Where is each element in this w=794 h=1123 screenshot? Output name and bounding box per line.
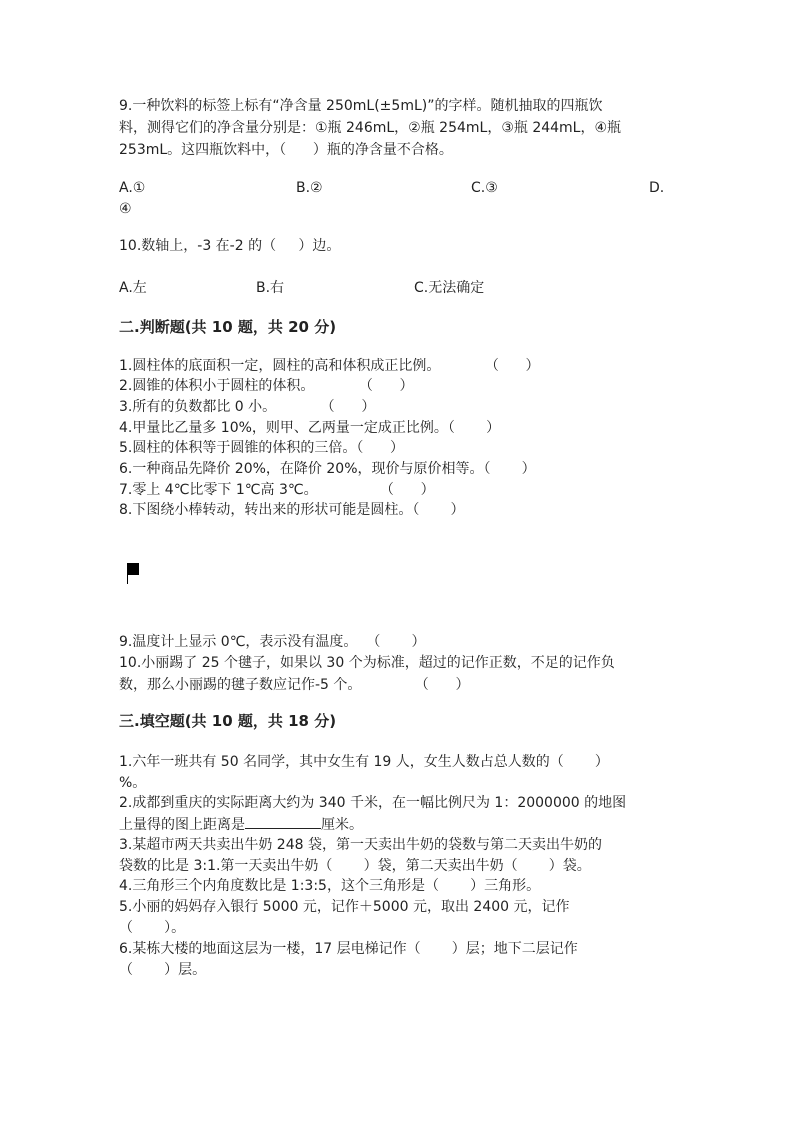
judge-item-3: 3.所有的负数都比 0 小。 （ ） xyxy=(119,399,376,415)
fill-item-6-line-2: （ ）层。 xyxy=(119,962,207,978)
fill-item-5-line-2: （ ）。 xyxy=(119,920,186,936)
section3-heading: 三.填空题(共 10 题，共 18 分) xyxy=(119,712,337,730)
fill-item-2-text: 上量得的图上距离是 xyxy=(119,817,245,833)
judge-item-4: 4.甲量比乙量多 10%，则甲、乙两量一定成正比例。（ ） xyxy=(119,420,501,436)
answer-blank[interactable] xyxy=(245,814,321,829)
fill-item-4: 4.三角形三个内角度数比是 1:3:5，这个三角形是（ ）三角形。 xyxy=(119,878,541,894)
judge-item-8: 8.下图绕小棒转动，转出来的形状可能是圆柱。（ ） xyxy=(119,502,465,518)
fill-item-2-line-2 xyxy=(119,814,363,834)
judge-item-7: 7.零上 4℃比零下 1℃高 3℃。 （ ） xyxy=(119,482,435,498)
q9-option-a: A.① xyxy=(119,180,146,196)
judge-item-1: 1.圆柱体的底面积一定，圆柱的高和体积成正比例。 （ ） xyxy=(119,358,540,374)
q9-option-b: B.② xyxy=(296,180,323,196)
fill-item-3-line-1: 3.某超市两天共卖出牛奶 248 袋，第一天卖出牛奶的袋数与第二天卖出牛奶的 xyxy=(119,837,602,853)
fill-item-3-line-2: 袋数的比是 3:1.第一天卖出牛奶（ ）袋，第二天卖出牛奶（ ）袋。 xyxy=(119,858,591,874)
q9-option-d: D. xyxy=(649,180,665,196)
q10-option-a: A.左 xyxy=(119,280,147,296)
fill-item-2-line-1: 2.成都到重庆的实际距离大约为 340 千米，在一幅比例尺为 1：2000000 的地图 xyxy=(119,795,627,811)
q9-line-2: 料，测得它们的净含量分别是：①瓶 246mL，②瓶 254mL，③瓶 244mL，④瓶 xyxy=(119,120,622,136)
q9-option-c: C.③ xyxy=(471,180,498,196)
judge-item-10-line-2: 数，那么小丽踢的毽子数应记作-5 个。 （ ） xyxy=(119,677,470,693)
fill-item-5-line-1: 5.小丽的妈妈存入银行 5000 元，记作＋5000 元，取出 2400 元，记作 xyxy=(119,899,570,915)
fill-item-6-line-1: 6.某栋大楼的地面这层为一楼，17 层电梯记作（ ）层；地下二层记作 xyxy=(119,941,578,957)
fill-item-1-line-1: 1.六年一班共有 50 名同学，其中女生有 19 人，女生人数占总人数的（ ） xyxy=(119,754,609,770)
q10-line: 10.数轴上，-3 在-2 的（ ）边。 xyxy=(119,238,341,254)
flag-figure xyxy=(127,563,139,575)
judge-item-10-line-1: 10.小丽踢了 25 个毽子，如果以 30 个为标准，超过的记作正数，不足的记作负 xyxy=(119,655,615,671)
q9-line-1: 9.一种饮料的标签上标有“净含量 250mL(±5mL)”的字样。随机抽取的四瓶饮 xyxy=(119,98,603,114)
fill-item-1-line-2: %。 xyxy=(119,775,147,791)
judge-item-9: 9.温度计上显示 0℃，表示没有温度。 （ ） xyxy=(119,634,426,650)
q9-line-3: 253mL。这四瓶饮料中，（ ）瓶的净含量不合格。 xyxy=(119,142,453,158)
section2-heading: 二.判断题(共 10 题，共 20 分) xyxy=(119,318,337,336)
judge-item-6: 6.一种商品先降价 20%，在降价 20%，现价与原价相等。（ ） xyxy=(119,461,536,477)
q9-option-d-wrap: ④ xyxy=(119,201,132,217)
fill-item-2-unit: 厘米。 xyxy=(321,817,363,833)
q10-option-b: B.右 xyxy=(256,280,285,296)
judge-item-2: 2.圆锥的体积小于圆柱的体积。 （ ） xyxy=(119,378,414,394)
stick-figure xyxy=(127,563,128,584)
judge-item-5: 5.圆柱的体积等于圆锥的体积的三倍。（ ） xyxy=(119,440,405,456)
q10-option-c: C.无法确定 xyxy=(414,280,485,296)
